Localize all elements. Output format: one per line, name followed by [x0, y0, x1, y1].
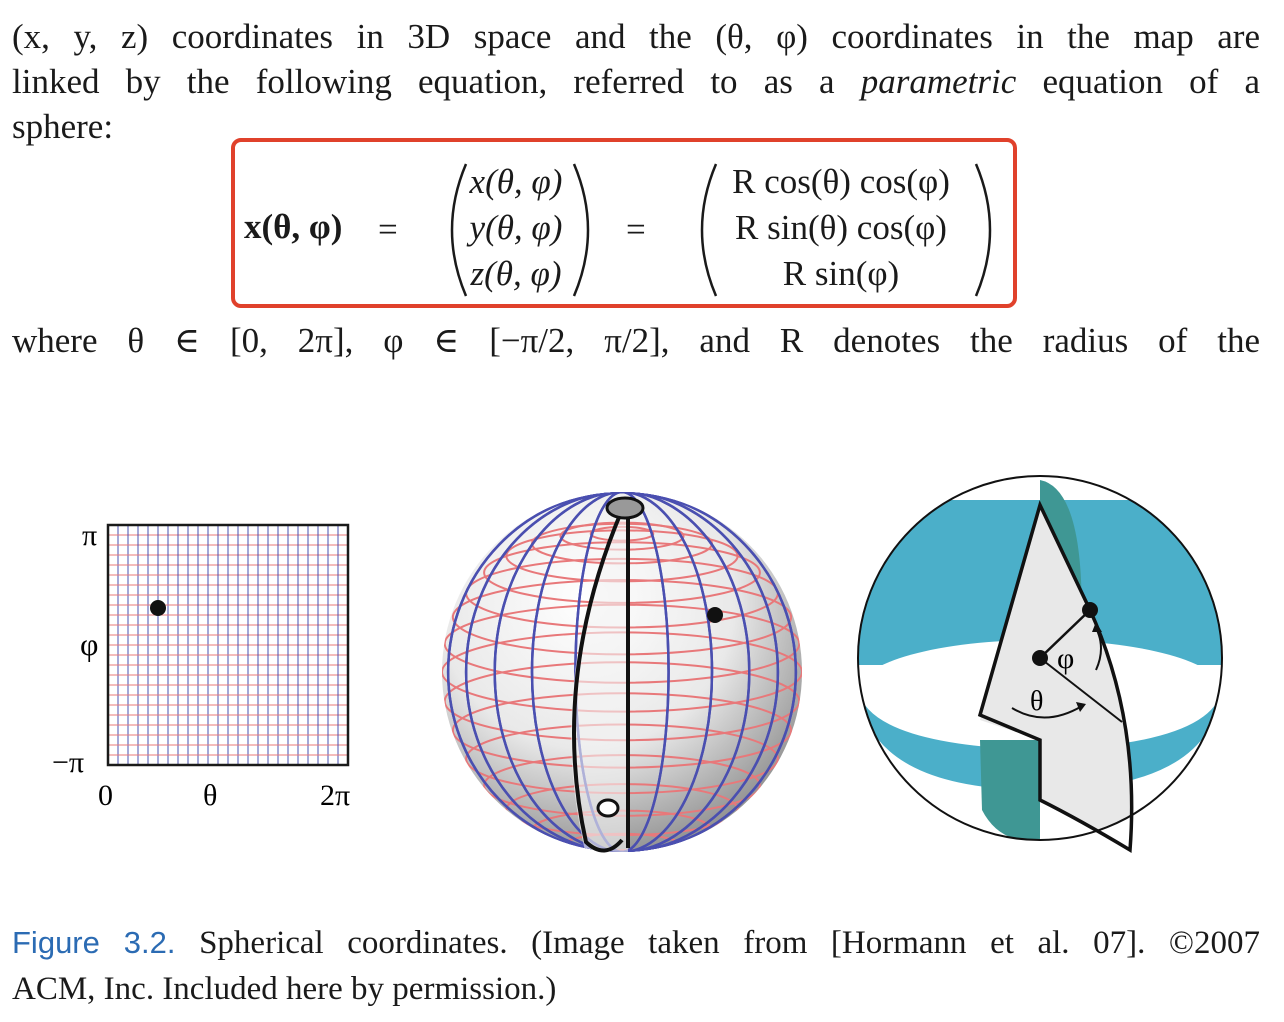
axis-label-theta: θ [203, 779, 218, 812]
param-x-expression: R cos(θ) cos(φ) [732, 162, 950, 201]
vector-x-component: x(θ, φ) [469, 162, 563, 201]
sphere-latitude-line [591, 853, 654, 867]
axis-label-zero: 0 [98, 779, 113, 812]
axis-label-pi: π [82, 519, 98, 552]
grid-sample-point [150, 600, 166, 616]
paragraph-intro-line2: linked by the following equation, referred to as a parametric equation of a [12, 62, 1260, 101]
figure-label: Figure 3.2. [12, 925, 176, 960]
equals-sign-2: = [626, 210, 646, 249]
caption-line2: ACM, Inc. Included here by permission.) [12, 971, 557, 1007]
figure-sphere-panel [400, 440, 840, 870]
surface-point [1082, 602, 1098, 618]
right-paren-right [968, 160, 1008, 300]
sphere-south-pole [598, 800, 618, 816]
angle-label-phi: φ [1057, 642, 1075, 675]
sphere-north-pole [607, 498, 643, 518]
paragraph-intro [12, 14, 1260, 149]
sphere-center-point [1032, 650, 1048, 666]
param-y-expression: R sin(θ) cos(φ) [735, 208, 947, 247]
equals-sign-1: = [378, 210, 398, 249]
paragraph-intro-line3: sphere: [12, 107, 114, 146]
vector-y-component: y(θ, φ) [469, 208, 563, 247]
sphere-sample-point [707, 607, 723, 623]
paragraph-intro-line1: (x, y, z) coordinates in 3D space and the (θ, φ) coordinates in the map are [12, 17, 1260, 56]
figure-angles-panel [850, 460, 1240, 860]
axis-label-phi: φ [80, 626, 99, 662]
angle-label-theta: θ [1030, 686, 1044, 717]
caption-line1: Figure 3.2. Spherical coordinates. (Image taken from [Hormann et al. 07]. ©2007 [12, 925, 1260, 961]
equation-lhs: x(θ, φ) [244, 207, 343, 246]
emphasis-parametric: parametric [860, 62, 1017, 101]
figure-caption [12, 920, 1260, 1012]
axis-label-minus-pi: −π [52, 746, 85, 779]
vector-z-component: z(θ, φ) [470, 254, 562, 293]
axis-label-two-pi: 2π [320, 779, 351, 812]
figure-grid-panel [40, 500, 380, 820]
right-paren-middle [566, 160, 606, 300]
param-z-expression: R sin(φ) [782, 254, 900, 293]
paragraph-where: where θ ∈ [0, 2π], φ ∈ [−π/2, π/2], and R denotes the radius of the [12, 321, 1260, 360]
